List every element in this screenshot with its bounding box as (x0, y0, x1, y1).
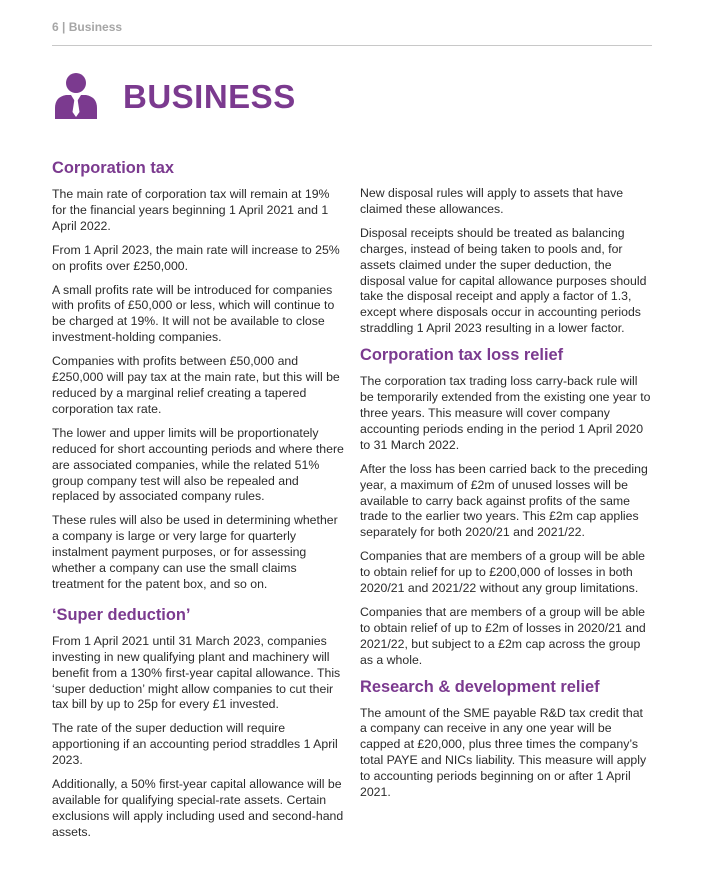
paragraph: These rules will also be used in determining whether a company is large or very large for quarterly instalment payment purposes, or for assessing whether a company can use the small claims treatment for the patent box, and so on. (52, 513, 338, 591)
paragraph: From 1 April 2023, the main rate will increase to 25% on profits over £250,000. (52, 242, 340, 273)
heading-corporation-tax: Corporation tax (52, 159, 175, 177)
businessman-icon (52, 72, 100, 120)
header-divider (52, 45, 652, 46)
paragraph: Companies that are members of a group will be able to obtain relief of up to £2m of losses in 2020/21 and 2021/22, but subject to a £2m cap across the group as a whole. (360, 604, 646, 667)
paragraph: Additionally, a 50% first-year capital allowance will be available for qualifying special-rate assets. Certain exclusions will apply including used and second-hand assets. (52, 777, 344, 839)
page-title: BUSINESS (123, 78, 296, 115)
paragraph: The corporation tax trading loss carry-back rule will be temporarily extended from the existing one year to three years. This measure will cover company accounting periods ending in the period 1 April 2020 to 31 March 2022. (360, 374, 651, 452)
paragraph: New disposal rules will apply to assets that have claimed these allowances. (360, 186, 624, 216)
paragraph: The rate of the super deduction will require apportioning if an accounting period straddles 1 April 2023. (52, 721, 338, 768)
paragraph: From 1 April 2021 until 31 March 2023, companies investing in new qualifying plant and machinery will benefit from a 130% first-year capital allowance. This ‘super deduction’ might allow companies to cut their tax bill by up to 25p for every £1 invested. (52, 633, 341, 712)
heading-loss-relief: Corporation tax loss relief (360, 346, 564, 365)
left-column (52, 158, 344, 849)
right-column (360, 186, 652, 809)
paragraph: The amount of the SME payable R&D tax credit that a company can receive in any one year will be capped at £20,000, plus three times the company’s total PAYE and NICs liability. This measure will apply to accounting periods beginning on or after 1 April 2021. (360, 705, 647, 800)
heading-rnd-relief: Research & development relief (360, 677, 600, 696)
paragraph: Companies with profits between £50,000 and £250,000 will pay tax at the main rate, but this will be reduced by a marginal relief creating a tapered corporation tax rate. (52, 354, 340, 416)
page-number-header: 6 | Business (52, 20, 123, 34)
paragraph: The main rate of corporation tax will remain at 19% for the financial years beginning 1 April 2021 and 1 April 2022. (52, 187, 330, 233)
paragraph: Companies that are members of a group will be able to obtain relief for up to £200,000 of losses in both 2020/21 and 2021/22 without any group limitations. (360, 549, 646, 596)
paragraph: A small profits rate will be introduced for companies with profits of £50,000 or less, which will continue to be charged at 19%. It will not be available to close investment-holding companies. (52, 282, 335, 345)
heading-super-deduction: ‘Super deduction’ (52, 605, 191, 624)
paragraph: Disposal receipts should be treated as balancing charges, instead of being taken to pools and, for assets claimed under the super deduction, the disposal value for capital allowance purposes should take the disposal receipt and apply a factor of 1.3, except where disposals occur in accounting periods straddling 1 April 2023 resulting in a lower factor. (360, 225, 647, 336)
paragraph: After the loss has been carried back to the preceding year, a maximum of £2m of unused losses will be available to carry back against profits of the same trade to the earlier two years. This £2m cap applies separately for both 2020/21 and 2021/22. (360, 461, 648, 540)
paragraph: The lower and upper limits will be proportionately reduced for short accounting periods and where there are associated companies, while the related 51% group company test will also be repealed and replaced by associated company rules. (52, 425, 344, 504)
